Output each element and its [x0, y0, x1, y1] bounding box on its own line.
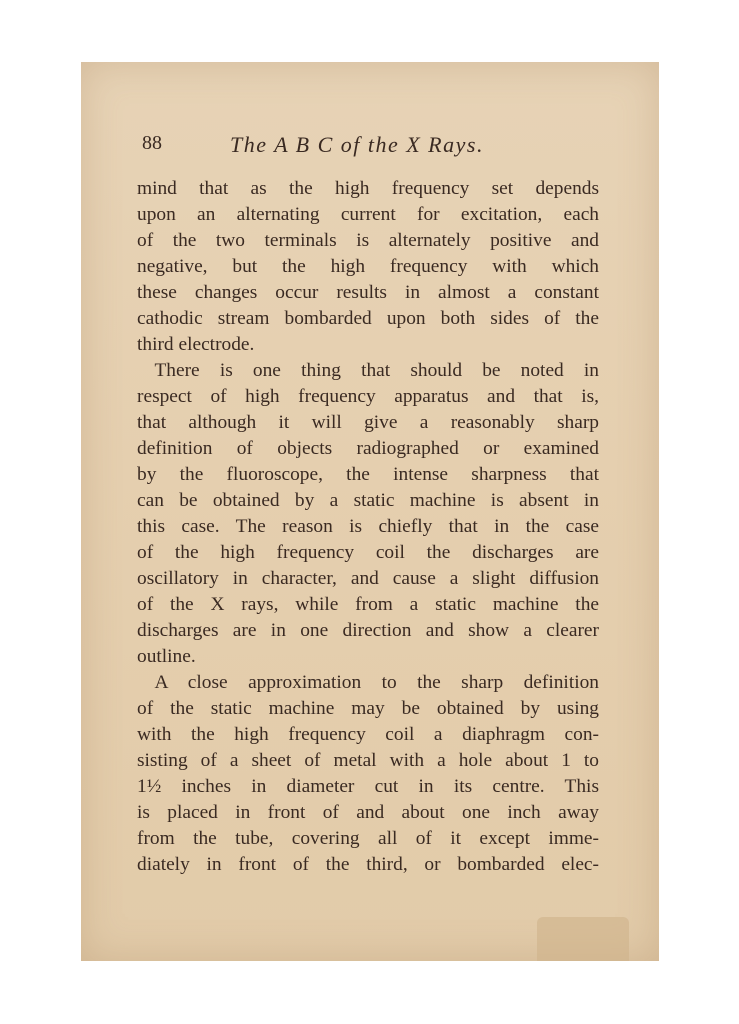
text-line: respect of high frequency apparatus and that is, — [137, 386, 599, 407]
text-line: by the fluoroscope, the intense sharpness that — [137, 464, 599, 485]
page-number: 88 — [142, 132, 162, 154]
text-line: with the high frequency coil a diaphragm con- — [137, 724, 599, 745]
text-line: A close approximation to the sharp definition — [154, 672, 599, 693]
text-line: upon an alternating current for excitation, each — [137, 204, 599, 225]
text-line: definition of objects radiographed or examined — [137, 438, 599, 459]
running-title: The A B C of the X Rays. — [230, 132, 484, 157]
text-line: There is one thing that should be noted in — [154, 360, 599, 381]
text-line: cathodic stream bombarded upon both sides of the — [137, 308, 599, 329]
text-line: is placed in front of and about one inch away — [137, 802, 599, 823]
text-line: that although it will give a reasonably sharp — [137, 412, 599, 433]
text-line: this case. The reason is chiefly that in the case — [137, 516, 599, 537]
text-line: outline. — [137, 646, 196, 667]
text-line: of the X rays, while from a static machine the — [137, 594, 599, 615]
scanned-page — [81, 62, 659, 961]
text-line: from the tube, covering all of it except imme- — [137, 828, 599, 849]
text-line: 1½ inches in diameter cut in its centre. This — [137, 776, 599, 797]
text-line: of the two terminals is alternately positive and — [137, 230, 599, 251]
text-line: third electrode. — [137, 334, 255, 355]
text-line: sisting of a sheet of metal with a hole about 1 to — [137, 750, 599, 771]
text-line: mind that as the high frequency set depends — [137, 178, 599, 199]
text-line: can be obtained by a static machine is absent in — [137, 490, 599, 511]
text-line: oscillatory in character, and cause a slight diffusion — [137, 568, 599, 589]
text-line: of the high frequency coil the discharges are — [137, 542, 599, 563]
body-text — [137, 176, 599, 878]
text-line: negative, but the high frequency with which — [137, 256, 599, 277]
page-header — [142, 132, 602, 162]
text-line: these changes occur results in almost a constant — [137, 282, 599, 303]
text-line: diately in front of the third, or bombarded elec- — [137, 854, 599, 875]
paper-stain — [537, 917, 629, 961]
text-line: discharges are in one direction and show a clearer — [137, 620, 599, 641]
text-line: of the static machine may be obtained by using — [137, 698, 599, 719]
